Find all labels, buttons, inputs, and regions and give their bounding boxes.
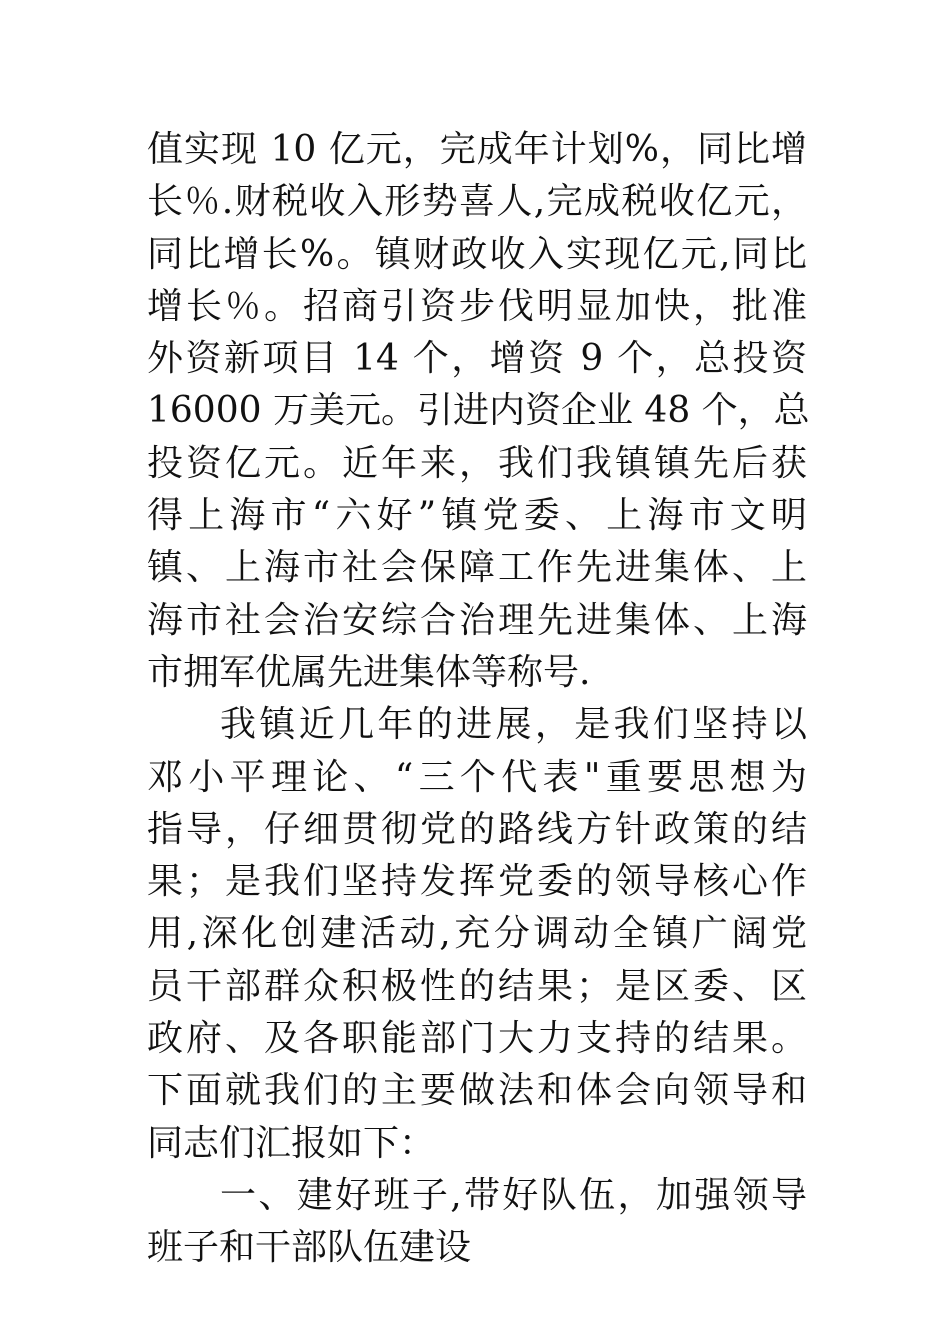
text-line: 市拥军优属先进集体等称号. — [147, 651, 591, 693]
text-line: 值实现 10 亿元，完成年计划%，同比增 — [147, 129, 807, 170]
text-line: 指导，仔细贯彻党的路线方针政策的结 — [147, 808, 807, 850]
text-line-indented: 我镇近几年的进展，是我们坚持以 — [220, 704, 807, 746]
text-line: 长％.财税收入形势喜人,完成税收亿元， — [147, 181, 807, 223]
section-heading-line: 班子和干部队伍建设 — [147, 1227, 472, 1269]
text-line: 政府、及各职能部门大力支持的结果。 — [147, 1018, 807, 1060]
text-line: 邓小平理论、“三个代表"重要思想为 — [147, 756, 807, 798]
text-line: 同比增长%。镇财政收入实现亿元,同比 — [147, 233, 807, 275]
section-heading-line: 一、建好班子,带好队伍，加强领导 — [220, 1174, 807, 1216]
text-line: 下面就我们的主要做法和体会向领导和 — [147, 1070, 807, 1112]
text-line: 海市社会治安综合治理先进集体、上海 — [147, 599, 807, 641]
text-line: 投资亿元。近年来，我们我镇镇先后获 — [147, 442, 807, 484]
text-line: 同志们汇报如下： — [147, 1122, 436, 1164]
document-body — [147, 124, 810, 1275]
text-line: 16000 万美元。引进内资企业 48 个，总 — [147, 390, 810, 432]
text-line: 外资新项目 14 个，增资 9 个，总投资 — [147, 338, 807, 380]
text-line: 用,深化创建活动,充分调动全镇广阔党 — [147, 913, 807, 955]
text-line: 员干部群众积极性的结果；是区委、区 — [147, 965, 807, 1007]
text-line: 果；是我们坚持发挥党委的领导核心作 — [147, 861, 807, 903]
text-line: 镇、上海市社会保障工作先进集体、上 — [147, 547, 807, 589]
text-line: 得上海市“六好”镇党委、上海市文明 — [147, 495, 807, 537]
text-line: 增长％。招商引资步伐明显加快，批准 — [147, 285, 807, 327]
